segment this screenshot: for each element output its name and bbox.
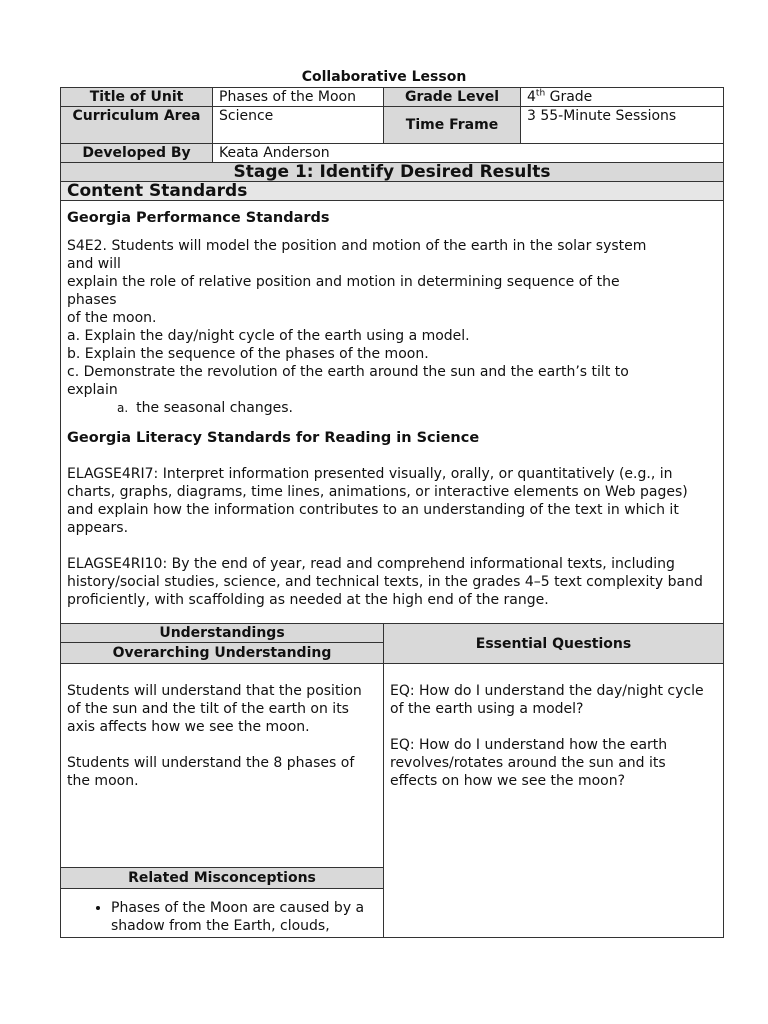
curriculum-area-value: Science xyxy=(213,107,384,144)
literacy-standard-ri10: ELAGSE4RI10: By the end of year, read and comprehend informational texts, including history/social studies, science, and technical texts, in the grades 4–5 text complexity band proficiently, with scaffolding as needed at the high end of the range. xyxy=(67,556,703,608)
gps-line: b. Explain the sequence of the phases of the moon. xyxy=(67,346,429,362)
essential-questions-header: Essential Questions xyxy=(384,624,724,664)
literacy-heading: Georgia Literacy Standards for Reading in Science xyxy=(67,430,480,446)
gps-line: c. Demonstrate the revolution of the earth around the sun and the earth’s tilt to xyxy=(67,364,629,380)
gps-line: phases xyxy=(67,292,117,308)
stage1-title: Stage 1: Identify Desired Results xyxy=(61,163,724,182)
standards-body xyxy=(61,201,724,624)
understandings-header: Understandings xyxy=(61,624,384,643)
gps-line: S4E2. Students will model the position and motion of the earth in the solar system xyxy=(67,238,647,254)
title-of-unit-value: Phases of the Moon xyxy=(213,88,384,107)
unit-row xyxy=(61,88,724,107)
essential-questions-body xyxy=(384,664,724,938)
gps-line: a. Explain the day/night cycle of the earth using a model. xyxy=(67,328,470,344)
time-frame-label: Time Frame xyxy=(384,107,521,144)
gps-line: explain the role of relative position and motion in determining sequence of the xyxy=(67,274,620,290)
area-row xyxy=(61,107,724,144)
misconceptions-body xyxy=(61,889,384,938)
developed-by-label: Developed By xyxy=(61,144,213,163)
gps-subitem: a. the seasonal changes. xyxy=(117,400,294,416)
content-standards-header: Content Standards xyxy=(61,182,724,201)
time-frame-value: 3 55-Minute Sessions xyxy=(521,107,724,144)
developer-row xyxy=(61,144,724,163)
title-of-unit-label: Title of Unit xyxy=(61,88,213,107)
developed-by-value: Keata Anderson xyxy=(213,144,724,163)
understandings-body xyxy=(61,664,384,868)
overarching-understanding-header: Overarching Understanding xyxy=(61,643,384,664)
gps-line: of the moon. xyxy=(67,310,157,326)
understanding-item: Students will understand the 8 phases of the moon. xyxy=(67,755,355,789)
understanding-item: Students will understand that the position of the sun and the tilt of the earth on its axis affects how we see the moon. xyxy=(67,683,362,735)
curriculum-area-label: Curriculum Area xyxy=(61,107,213,144)
misconception-item: • Phases of the Moon are caused by a shadow from the Earth, clouds, xyxy=(111,899,377,935)
lesson-table xyxy=(60,87,724,938)
related-misconceptions-header: Related Misconceptions xyxy=(61,868,384,889)
grade-level-value: 4th Grade xyxy=(521,88,724,107)
essential-question: EQ: How do I understand how the earth revolves/rotates around the sun and its effects on how we see the moon? xyxy=(390,737,668,789)
essential-question: EQ: How do I understand the day/night cycle of the earth using a model? xyxy=(390,683,704,717)
gps-heading: Georgia Performance Standards xyxy=(67,210,330,226)
grade-level-label: Grade Level xyxy=(384,88,521,107)
document-title: Collaborative Lesson xyxy=(301,69,467,85)
gps-line: explain xyxy=(67,382,118,398)
gps-line: and will xyxy=(67,256,121,272)
literacy-standard-ri7: ELAGSE4RI7: Interpret information presented visually, orally, or quantitatively (e.g., in charts, graphs, diagrams, time lines, animations, or interactive elements on Web pages) and explain how the information contributes to an understanding of the text in which it appears. xyxy=(67,466,688,536)
